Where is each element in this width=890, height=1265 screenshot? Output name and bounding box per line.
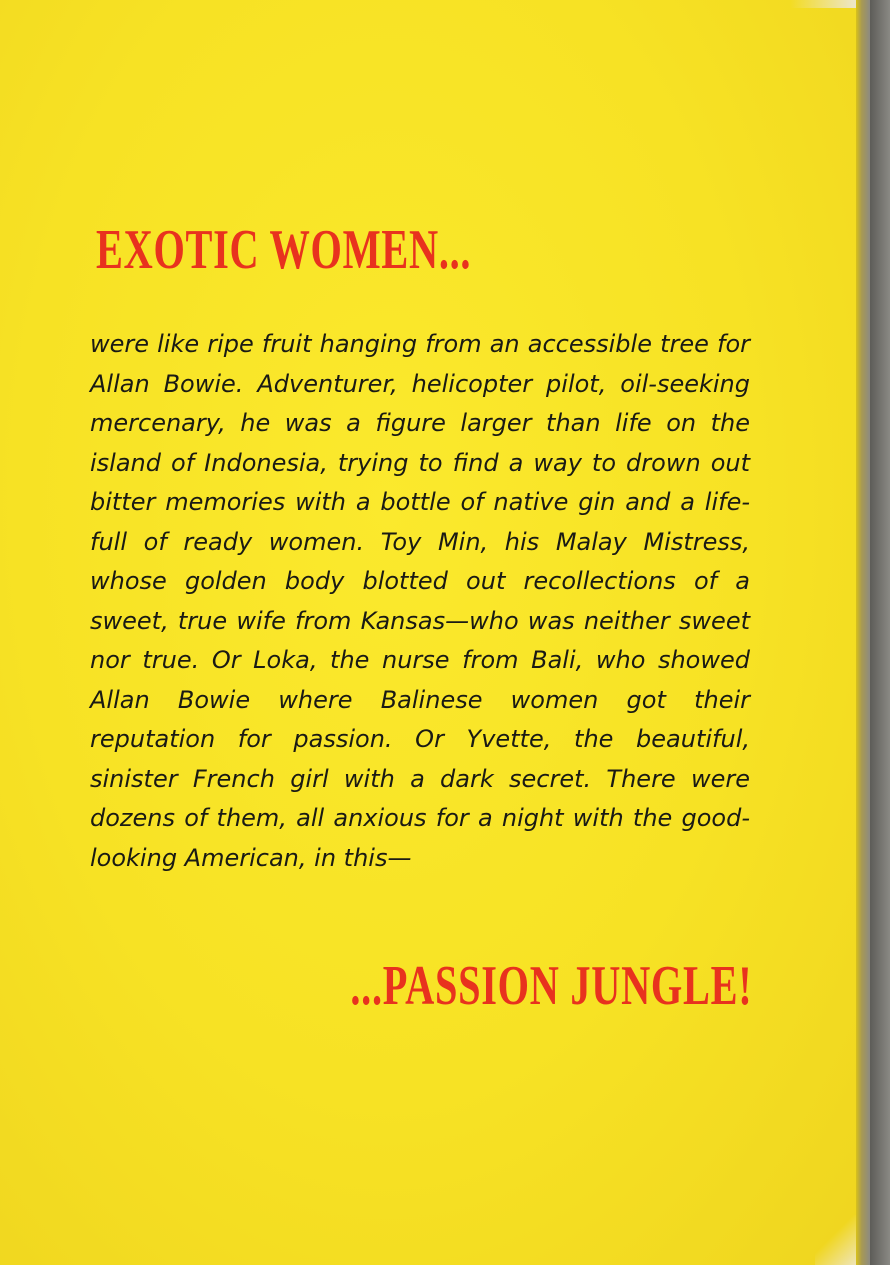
headline: EXOTIC WOMEN... [96, 219, 472, 281]
background-strip [870, 0, 890, 1265]
cover-bottom-wear [815, 1215, 860, 1265]
cover-spine-edge [856, 0, 870, 1265]
tagline: ...PASSION JUNGLE! [349, 955, 752, 1017]
cover-corner-wear [790, 0, 860, 8]
blurb-text: were like ripe fruit hanging from an accessible tree for Allan Bowie. Adventurer, helicopter pilot, oil-seeking mercenary, he was a figure larger than life on the island of Indonesia, trying to find a way to drown out bitter memories with a bottle of native gin and a life-full of ready women. Toy Min, his Malay Mistress, whose golden body blotted out recollections of a sweet, true wife from Kansas—who was neither sweet nor true. Or Loka, the nurse from Bali, who showed Allan Bowie where Balinese women got their reputation for passion. Or Yvette, the beautiful, sinister French girl with a dark secret. There were dozens of them, all anxious for a night with the good-looking American, in this— [90, 330, 750, 872]
